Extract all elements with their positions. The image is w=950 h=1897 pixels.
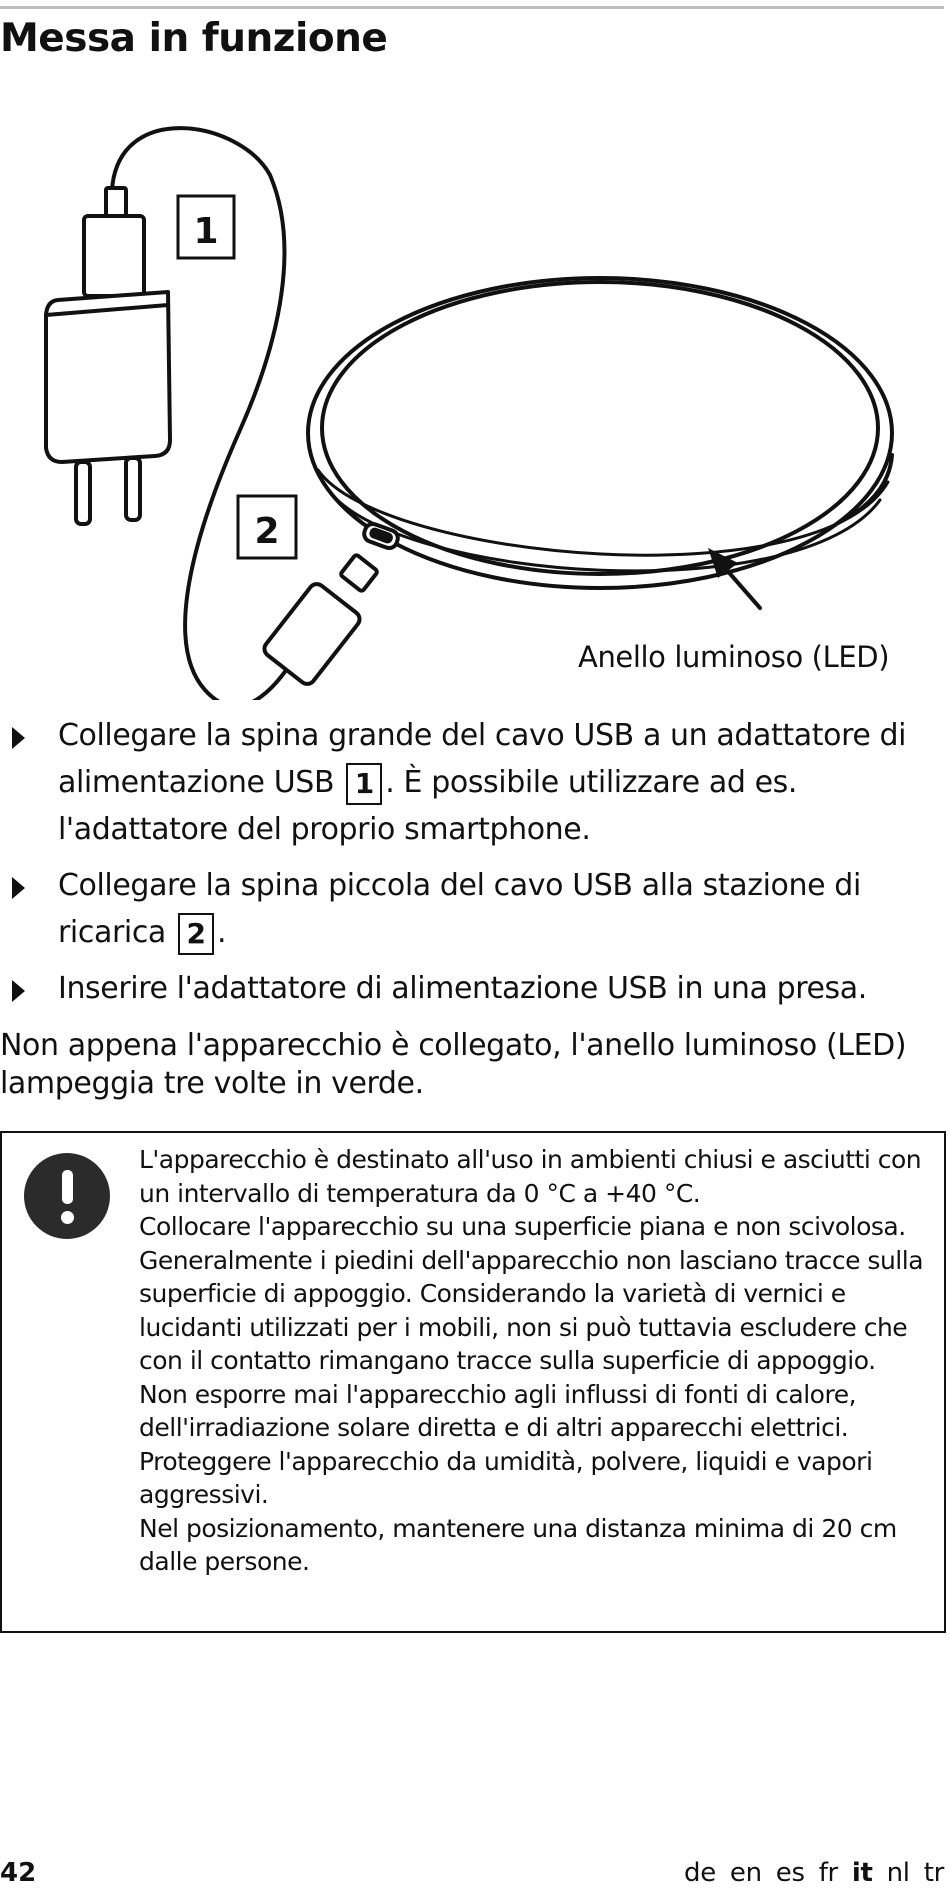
- svg-text:1: 1: [193, 211, 219, 252]
- step-item: [0, 965, 944, 1012]
- svg-text:2: 2: [254, 511, 280, 552]
- step-reference-badge: 1: [346, 763, 382, 805]
- step-text: Collegare la spina grande del cavo USB a un adattatore di alimentazione USB: [58, 718, 907, 800]
- power-adapter: [46, 292, 170, 462]
- notice-text: [139, 1143, 939, 1579]
- page-number: 42: [0, 1858, 37, 1888]
- step-text-continued: . È possibile utilizzare ad es. l'adattatore del proprio smartphone.: [58, 765, 798, 847]
- notice-line: Non esporre mai l'apparecchio agli influssi di fonti di calore, dell'irradiazione solare diretta e di altri apparecchi elettrici.: [139, 1379, 857, 1442]
- language-fr: fr: [818, 1858, 838, 1888]
- usb-c-plug: [261, 554, 378, 687]
- led-status-paragraph: Non appena l'apparecchio è collegato, l'anello luminoso (LED) lampeggia tre volte in verde.: [0, 1028, 907, 1101]
- instruction-steps: [0, 712, 944, 1021]
- language-nl: nl: [886, 1858, 910, 1888]
- notice-line: Collocare l'apparecchio su una superficie piana e non scivolosa. Generalmente i piedini dell'apparecchio non lasciano tracce sulla superficie di appoggio. Considerando la varietà di vernici e lucidanti utilizzati per i mobili, non si può tuttavia escludere che con il contatto rimangano tracce sulla superficie di appoggio.: [139, 1212, 924, 1375]
- step-text-continued: .: [217, 915, 227, 950]
- notice-line: Proteggere l'apparecchio da umidità, polvere, liquidi e vapori aggressivi.: [139, 1446, 873, 1509]
- usb-a-plug: [106, 188, 126, 218]
- step-reference-badge: 2: [178, 913, 214, 955]
- callout-1: [178, 196, 234, 258]
- led-ring-label: Anello luminoso (LED): [578, 640, 890, 674]
- top-rule: [0, 6, 944, 9]
- step-text: Collegare la spina piccola del cavo USB alla stazione di ricarica: [58, 868, 861, 950]
- adapter-prong: [76, 462, 90, 524]
- exclamation-icon: [24, 1153, 110, 1239]
- step-text: Inserire l'adattatore di alimentazione USB in una presa.: [58, 971, 867, 1006]
- language-list: [678, 1858, 944, 1888]
- charger-diagram: [0, 120, 944, 700]
- step-item: [0, 712, 944, 853]
- language-it: it: [851, 1858, 873, 1888]
- language-en: en: [729, 1858, 762, 1888]
- language-es: es: [775, 1858, 805, 1888]
- step-item: [0, 862, 944, 956]
- setup-illustration: [0, 120, 944, 700]
- charging-pad: [308, 278, 892, 588]
- step-arrow-icon: [12, 980, 25, 1002]
- language-tr: tr: [923, 1858, 944, 1888]
- safety-notice-box: [0, 1131, 946, 1633]
- notice-line: L'apparecchio è destinato all'uso in ambienti chiusi e asciutti con un intervallo di temperatura da 0 °C a +40 °C.: [139, 1145, 922, 1208]
- page-title: Messa in funzione: [0, 16, 388, 61]
- step-arrow-icon: [12, 727, 25, 749]
- callout-2: [238, 496, 296, 558]
- language-de: de: [684, 1858, 716, 1888]
- adapter-prong: [126, 458, 140, 520]
- notice-line: Nel posizionamento, mantenere una distanza minima di 20 cm dalle persone.: [139, 1513, 897, 1576]
- step-arrow-icon: [12, 877, 25, 899]
